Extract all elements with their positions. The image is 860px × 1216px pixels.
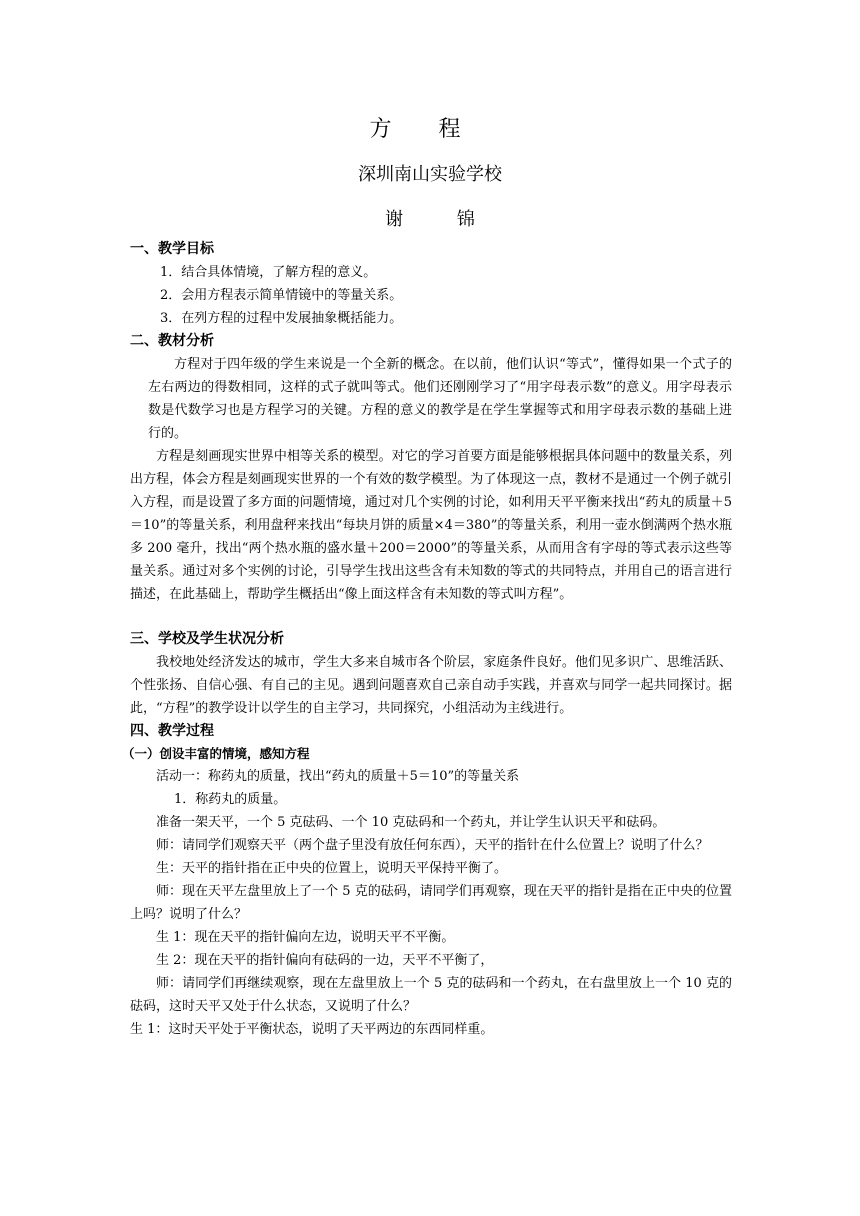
process-line-9: 师：请同学们再继续观察，现在左盘里放上一个 5 克的砝码和一个药丸，在右盘里放上一个 10 克的砝码，这时天平又处于什么状态，又说明了什么？ bbox=[130, 976, 732, 1014]
page-title: 方 程 bbox=[369, 117, 481, 142]
process-line-1: 活动一：称药丸的质量，找出“药丸的质量＋5＝10”的等量关系 bbox=[156, 769, 520, 784]
materials-paragraph-1: 方程对于四年级的学生来说是一个全新的概念。在以前，他们认识“等式”，懂得如果一个式子的左右两边的得数相同，这样的式子就叫等式。他们还刚刚学习了“用字母表示数”的意义。用字母表示数是代数学习也是方程学习的关键。方程的意义的教学是在学生掌握等式和用字母表示数的基础上进行的。 bbox=[148, 357, 732, 441]
process-line-6: 师：现在天平左盘里放上了一个 5 克的砝码，请同学们再观察，现在天平的指针是指在正中央的位置上吗？说明了什么？ bbox=[130, 884, 732, 922]
process-line-4: 师：请同学们观察天平（两个盘子里没有放任何东西），天平的指针在什么位置上？说明了什么？ bbox=[156, 838, 709, 853]
goal-item-2: 2．会用方程表示简单情镜中的等量关系。 bbox=[160, 288, 403, 303]
materials-paragraph-2: 方程是刻画现实世界中相等关系的模型。对它的学习首要方面是能够根据具体问题中的数量关系，列出方程，体会方程是刻画现实世界的一个有效的数学模型。为了体现这一点，教材不是通过一个例子就引入方程，而是设置了多方面的问题情境，通过对几个实例的讨论，如利用天平平衡来找出“药丸的质量＋5＝10”的等量关系，利用盘秤来找出“每块月饼的质量×4＝380”的等量关系，利用一壶水倒满两个热水瓶多 200 毫升，找出“两个热水瓶的盛水量＋200＝2000”的等量关系，从而用含有字母的等式表示这些等量关系。通过对多个实例的讨论，引导学生找出这些含有未知数的等式的共同特点，并用自己的语言进行描述，在此基础上，帮助学生概括出“像上面这样含有未知数的等式叫方程”。 bbox=[130, 449, 732, 602]
section-heading-process: 四、教学过程 bbox=[130, 723, 214, 739]
spacer bbox=[130, 606, 732, 628]
process-line-10: 生 1：这时天平处于平衡状态，说明了天平两边的东西同样重。 bbox=[130, 1022, 494, 1037]
author-name: 谢 锦 bbox=[385, 209, 499, 230]
students-paragraph: 我校地处经济发达的城市，学生大多来自城市各个阶层，家庭条件良好。他们见多识广、思维活跃、个性张扬、自信心强、有自己的主见。遇到问题喜欢自己亲自动手实践，并喜欢与同学一起共同探讨。据此，“方程”的教学设计以学生的自主学习，共同探究，小组活动为主线进行。 bbox=[130, 655, 732, 716]
section-heading-goals: 一、教学目标 bbox=[130, 241, 214, 257]
process-line-2: 1．称药丸的质量。 bbox=[174, 792, 287, 807]
subsection-heading: （一）创设丰富的情境，感知方程 bbox=[122, 746, 310, 761]
document-body bbox=[122, 238, 732, 1041]
process-line-8: 生 2：现在天平的指针偏向有砝码的一边，天平不平衡了， bbox=[156, 953, 494, 968]
process-line-5: 生：天平的指针指在正中央的位置上，说明天平保持平衡了。 bbox=[156, 861, 508, 876]
section-heading-materials: 二、教材分析 bbox=[130, 333, 214, 349]
section-heading-students: 三、学校及学生状况分析 bbox=[130, 631, 284, 647]
process-line-3: 准备一架天平，一个 5 克砝码、一个 10 克砝码和一个药丸，并让学生认识天平和砝码。 bbox=[156, 815, 666, 830]
school-name: 深圳南山实验学校 bbox=[358, 164, 502, 185]
goal-item-3: 3．在列方程的过程中发展抽象概括能力。 bbox=[160, 311, 403, 326]
goal-item-1: 1．结合具体情境，了解方程的意义。 bbox=[160, 265, 377, 280]
process-line-7: 生 1：现在天平的指针偏向左边，说明天平不平衡。 bbox=[156, 930, 455, 945]
